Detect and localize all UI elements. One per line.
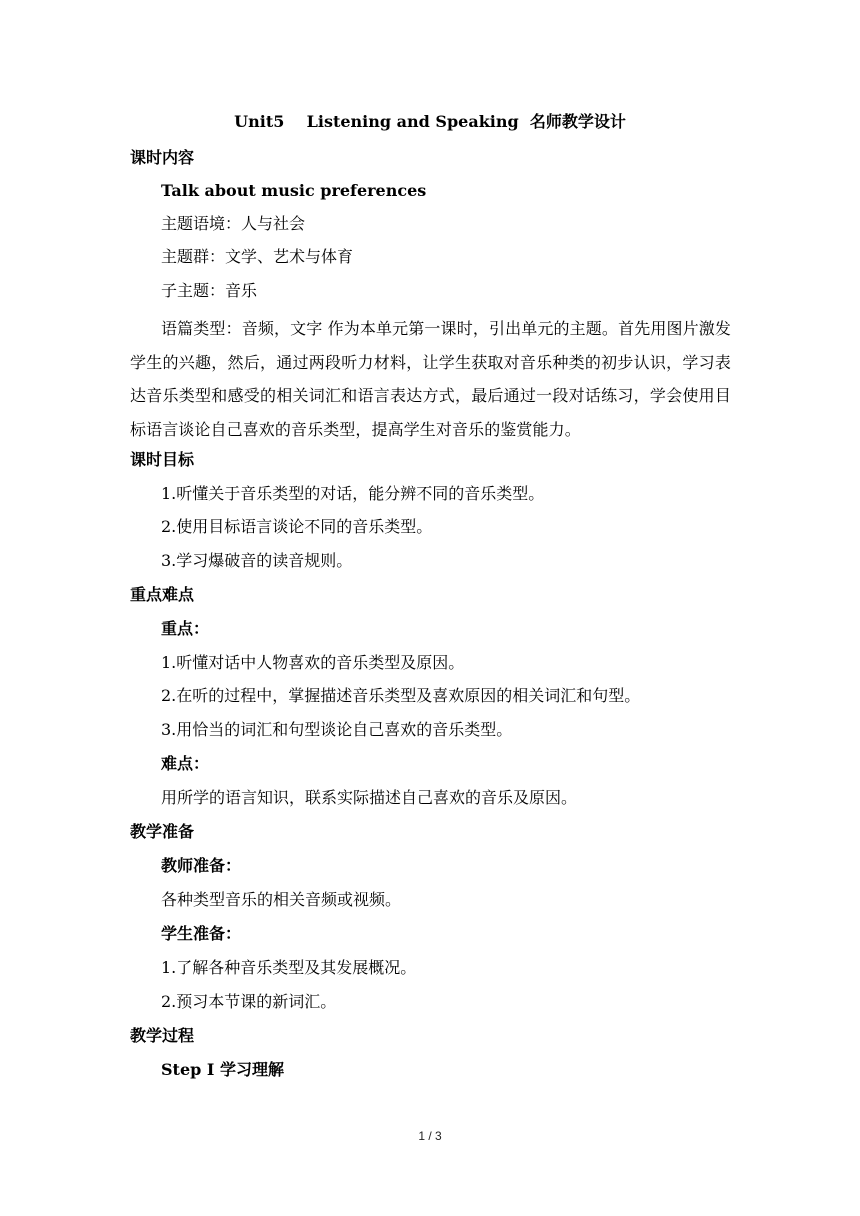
section-heading-preparation: 教学准备: [130, 822, 195, 841]
theme-group: 主题群：文学、艺术与体育: [161, 247, 354, 266]
difficult-label: 难点：: [161, 754, 210, 773]
difficult-item: 用所学的语言知识，联系实际描述自己喜欢的音乐及原因。: [161, 788, 578, 807]
sub-theme: 子主题：音乐: [161, 281, 258, 300]
page-number: 1 / 3: [418, 1129, 442, 1143]
lesson-topic: Talk about music preferences: [161, 181, 427, 200]
key-item: 1.听懂对话中人物喜欢的音乐类型及原因。: [161, 653, 465, 672]
section-heading-content: 课时内容: [130, 148, 195, 167]
process-step: Step I 学习理解: [161, 1060, 284, 1079]
objective-item: 3.学习爆破音的读音规则。: [161, 551, 353, 570]
section-heading-process: 教学过程: [130, 1026, 195, 1045]
theme-context: 主题语境：人与社会: [161, 214, 306, 233]
student-prep-item: 1.了解各种音乐类型及其发展概况。: [161, 958, 417, 977]
key-label: 重点：: [161, 619, 210, 638]
student-prep-label: 学生准备：: [161, 924, 242, 943]
objective-item: 2.使用目标语言谈论不同的音乐类型。: [161, 517, 433, 536]
key-item: 3.用恰当的词汇和句型谈论自己喜欢的音乐类型。: [161, 720, 513, 739]
content-paragraph: 语篇类型：音频，文字 作为本单元第一课时，引出单元的主题。首先用图片激发学生的兴趣，然后，通过两段听力材料，让学生获取对音乐种类的初步认识，学习表达音乐类型和感受的相关词汇和语言表达方式，最后通过一段对话练习，学会使用目标语言谈论自己喜欢的音乐类型，提高学生对音乐的鉴赏能力。: [130, 319, 731, 439]
student-prep-item: 2.预习本节课的新词汇。: [161, 992, 337, 1011]
section-heading-key-points: 重点难点: [130, 585, 195, 604]
key-item: 2.在听的过程中，掌握描述音乐类型及喜欢原因的相关词汇和句型。: [161, 686, 641, 705]
teacher-prep-label: 教师准备：: [161, 856, 242, 875]
objective-item: 1.听懂关于音乐类型的对话，能分辨不同的音乐类型。: [161, 484, 545, 503]
teacher-prep-item: 各种类型音乐的相关音频或视频。: [161, 890, 402, 909]
section-heading-objectives: 课时目标: [130, 450, 195, 469]
document-title: Unit5 Listening and Speaking 名师教学设计: [234, 112, 626, 131]
